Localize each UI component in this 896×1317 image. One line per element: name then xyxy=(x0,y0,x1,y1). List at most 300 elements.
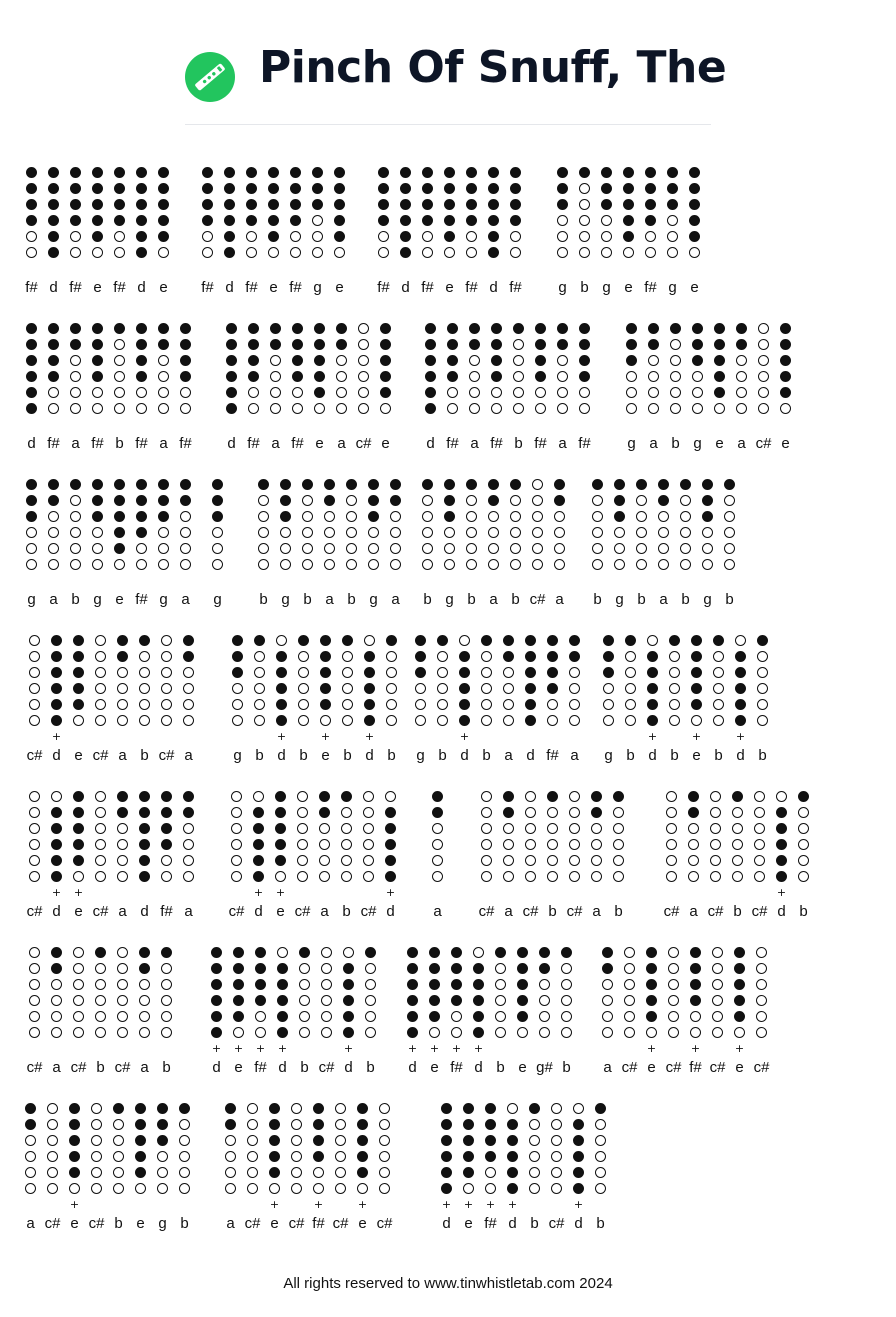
closed-hole xyxy=(280,511,291,522)
open-hole xyxy=(432,839,443,850)
note-label: d xyxy=(460,747,469,764)
open-hole xyxy=(415,715,426,726)
open-hole xyxy=(667,247,678,258)
note-label: e xyxy=(74,747,83,764)
open-hole xyxy=(341,823,352,834)
open-hole xyxy=(510,231,521,242)
open-hole xyxy=(277,947,288,958)
open-hole xyxy=(254,667,265,678)
open-hole xyxy=(532,479,543,490)
closed-hole xyxy=(324,495,335,506)
closed-hole xyxy=(702,511,713,522)
open-hole xyxy=(625,667,636,678)
open-hole xyxy=(114,339,125,350)
open-hole xyxy=(547,855,558,866)
open-hole xyxy=(225,1167,236,1178)
note-label: e xyxy=(464,1215,473,1232)
closed-hole xyxy=(202,167,213,178)
octave-plus-mark: + xyxy=(690,1042,701,1055)
open-hole xyxy=(25,1151,36,1162)
note-label: b xyxy=(115,435,124,452)
closed-hole xyxy=(313,1135,324,1146)
open-hole xyxy=(291,1167,302,1178)
octave-plus-mark: + xyxy=(473,1042,484,1055)
closed-hole xyxy=(517,947,528,958)
note-label: f# xyxy=(446,435,459,452)
octave-plus-mark: + xyxy=(51,730,62,743)
open-hole xyxy=(459,635,470,646)
open-hole xyxy=(114,387,125,398)
note-label: d xyxy=(49,279,58,296)
open-hole xyxy=(114,559,125,570)
octave-plus-mark: + xyxy=(429,1042,440,1055)
open-hole xyxy=(624,995,635,1006)
open-hole xyxy=(324,527,335,538)
closed-hole xyxy=(73,667,84,678)
closed-hole xyxy=(224,247,235,258)
closed-hole xyxy=(113,1103,124,1114)
open-hole xyxy=(592,543,603,554)
closed-hole xyxy=(48,247,59,258)
closed-hole xyxy=(645,215,656,226)
note-label: e xyxy=(781,435,790,452)
open-hole xyxy=(444,559,455,570)
note-label: b xyxy=(580,279,589,296)
note-label: a xyxy=(337,435,346,452)
open-hole xyxy=(495,979,506,990)
closed-hole xyxy=(136,183,147,194)
closed-hole xyxy=(579,355,590,366)
open-hole xyxy=(47,1167,58,1178)
open-hole xyxy=(535,387,546,398)
closed-hole xyxy=(233,995,244,1006)
open-hole xyxy=(73,1027,84,1038)
closed-hole xyxy=(336,323,347,334)
open-hole xyxy=(48,511,59,522)
open-hole xyxy=(225,1183,236,1194)
open-hole xyxy=(798,871,809,882)
closed-hole xyxy=(139,947,150,958)
closed-hole xyxy=(51,839,62,850)
open-hole xyxy=(569,855,580,866)
open-hole xyxy=(757,699,768,710)
closed-hole xyxy=(117,635,128,646)
open-hole xyxy=(481,683,492,694)
closed-hole xyxy=(136,339,147,350)
closed-hole xyxy=(312,199,323,210)
closed-hole xyxy=(70,199,81,210)
closed-hole xyxy=(776,855,787,866)
note-label: g xyxy=(693,435,702,452)
closed-hole xyxy=(646,1011,657,1022)
closed-hole xyxy=(714,355,725,366)
open-hole xyxy=(26,527,37,538)
closed-hole xyxy=(51,715,62,726)
open-hole xyxy=(592,559,603,570)
open-hole xyxy=(70,495,81,506)
closed-hole xyxy=(623,215,634,226)
open-hole xyxy=(95,667,106,678)
open-hole xyxy=(139,995,150,1006)
open-hole xyxy=(161,995,172,1006)
open-hole xyxy=(561,979,572,990)
closed-hole xyxy=(569,635,580,646)
open-hole xyxy=(386,683,397,694)
open-hole xyxy=(48,527,59,538)
closed-hole xyxy=(92,183,103,194)
closed-hole xyxy=(385,855,396,866)
open-hole xyxy=(422,247,433,258)
open-hole xyxy=(645,231,656,242)
open-hole xyxy=(368,559,379,570)
closed-hole xyxy=(485,1135,496,1146)
note-label: c# xyxy=(707,903,724,920)
note-label: b xyxy=(467,591,476,608)
open-hole xyxy=(113,1151,124,1162)
closed-hole xyxy=(525,635,536,646)
closed-hole xyxy=(757,635,768,646)
open-hole xyxy=(592,495,603,506)
open-hole xyxy=(554,527,565,538)
closed-hole xyxy=(48,495,59,506)
closed-hole xyxy=(73,807,84,818)
open-hole xyxy=(712,1027,723,1038)
closed-hole xyxy=(425,387,436,398)
closed-hole xyxy=(441,1151,452,1162)
closed-hole xyxy=(444,479,455,490)
open-hole xyxy=(667,231,678,242)
note-label: b xyxy=(714,747,723,764)
closed-hole xyxy=(646,995,657,1006)
open-hole xyxy=(557,247,568,258)
open-hole xyxy=(503,823,514,834)
closed-hole xyxy=(319,807,330,818)
note-label: d xyxy=(277,747,286,764)
note-label: e xyxy=(430,1059,439,1076)
note-label: e xyxy=(381,435,390,452)
closed-hole xyxy=(211,995,222,1006)
closed-hole xyxy=(314,339,325,350)
open-hole xyxy=(690,1027,701,1038)
open-hole xyxy=(669,699,680,710)
closed-hole xyxy=(667,199,678,210)
open-hole xyxy=(551,1167,562,1178)
open-hole xyxy=(647,635,658,646)
closed-hole xyxy=(212,495,223,506)
closed-hole xyxy=(225,1103,236,1114)
note-label: f# xyxy=(644,279,657,296)
note-label: c# xyxy=(355,435,372,452)
note-label: e xyxy=(315,435,324,452)
closed-hole xyxy=(444,231,455,242)
closed-hole xyxy=(702,479,713,490)
note-label: a xyxy=(489,591,498,608)
closed-hole xyxy=(73,823,84,834)
note-label: e xyxy=(735,1059,744,1076)
closed-hole xyxy=(343,963,354,974)
open-hole xyxy=(754,791,765,802)
open-hole xyxy=(710,855,721,866)
open-hole xyxy=(158,403,169,414)
open-hole xyxy=(569,807,580,818)
open-hole xyxy=(29,963,40,974)
closed-hole xyxy=(268,199,279,210)
open-hole xyxy=(342,715,353,726)
open-hole xyxy=(357,1183,368,1194)
closed-hole xyxy=(69,1103,80,1114)
closed-hole xyxy=(48,479,59,490)
closed-hole xyxy=(385,839,396,850)
open-hole xyxy=(710,807,721,818)
open-hole xyxy=(798,823,809,834)
closed-hole xyxy=(69,1119,80,1130)
open-hole xyxy=(481,667,492,678)
open-hole xyxy=(113,1119,124,1130)
note-label: c# xyxy=(44,1215,61,1232)
closed-hole xyxy=(670,323,681,334)
closed-hole xyxy=(233,947,244,958)
closed-hole xyxy=(645,183,656,194)
open-hole xyxy=(591,871,602,882)
closed-hole xyxy=(232,635,243,646)
open-hole xyxy=(117,699,128,710)
note-label: c# xyxy=(566,903,583,920)
open-hole xyxy=(532,495,543,506)
open-hole xyxy=(73,995,84,1006)
closed-hole xyxy=(226,387,237,398)
open-hole xyxy=(547,699,558,710)
open-hole xyxy=(535,403,546,414)
closed-hole xyxy=(488,479,499,490)
closed-hole xyxy=(253,807,264,818)
open-hole xyxy=(136,387,147,398)
closed-hole xyxy=(319,791,330,802)
open-hole xyxy=(481,715,492,726)
closed-hole xyxy=(378,167,389,178)
open-hole xyxy=(602,979,613,990)
closed-hole xyxy=(692,355,703,366)
closed-hole xyxy=(441,1183,452,1194)
open-hole xyxy=(29,667,40,678)
note-label: b xyxy=(593,591,602,608)
open-hole xyxy=(291,1119,302,1130)
open-hole xyxy=(551,1183,562,1194)
note-label: f# xyxy=(289,279,302,296)
closed-hole xyxy=(357,1119,368,1130)
open-hole xyxy=(648,403,659,414)
note-label: b xyxy=(614,903,623,920)
open-hole xyxy=(702,559,713,570)
note-label: d xyxy=(344,1059,353,1076)
closed-hole xyxy=(364,683,375,694)
open-hole xyxy=(280,543,291,554)
note-label: c# xyxy=(26,747,43,764)
note-label: a xyxy=(592,903,601,920)
closed-hole xyxy=(277,995,288,1006)
closed-hole xyxy=(444,167,455,178)
open-hole xyxy=(179,1119,190,1130)
closed-hole xyxy=(573,1183,584,1194)
closed-hole xyxy=(73,683,84,694)
open-hole xyxy=(447,403,458,414)
note-label: b xyxy=(626,747,635,764)
open-hole xyxy=(321,995,332,1006)
closed-hole xyxy=(73,651,84,662)
closed-hole xyxy=(334,199,345,210)
closed-hole xyxy=(503,635,514,646)
closed-hole xyxy=(268,231,279,242)
closed-hole xyxy=(647,715,658,726)
closed-hole xyxy=(734,995,745,1006)
open-hole xyxy=(363,823,374,834)
closed-hole xyxy=(714,387,725,398)
open-hole xyxy=(614,543,625,554)
note-label: e xyxy=(518,1059,527,1076)
closed-hole xyxy=(592,479,603,490)
open-hole xyxy=(691,715,702,726)
closed-hole xyxy=(776,807,787,818)
open-hole xyxy=(335,1167,346,1178)
open-hole xyxy=(258,511,269,522)
open-hole xyxy=(688,855,699,866)
closed-hole xyxy=(380,371,391,382)
open-hole xyxy=(481,839,492,850)
closed-hole xyxy=(51,635,62,646)
closed-hole xyxy=(211,963,222,974)
open-hole xyxy=(525,855,536,866)
closed-hole xyxy=(275,791,286,802)
open-hole xyxy=(363,807,374,818)
closed-hole xyxy=(211,979,222,990)
closed-hole xyxy=(378,199,389,210)
open-hole xyxy=(299,979,310,990)
open-hole xyxy=(70,559,81,570)
open-hole xyxy=(117,1027,128,1038)
open-hole xyxy=(444,247,455,258)
closed-hole xyxy=(161,791,172,802)
open-hole xyxy=(358,323,369,334)
open-hole xyxy=(225,1135,236,1146)
closed-hole xyxy=(48,371,59,382)
open-hole xyxy=(736,371,747,382)
open-hole xyxy=(732,871,743,882)
closed-hole xyxy=(425,371,436,382)
closed-hole xyxy=(626,339,637,350)
note-label: b xyxy=(303,591,312,608)
open-hole xyxy=(692,387,703,398)
closed-hole xyxy=(161,947,172,958)
note-label: a xyxy=(603,1059,612,1076)
open-hole xyxy=(136,543,147,554)
closed-hole xyxy=(507,1119,518,1130)
closed-hole xyxy=(688,807,699,818)
note-label: f# xyxy=(47,435,60,452)
closed-hole xyxy=(429,979,440,990)
open-hole xyxy=(117,995,128,1006)
closed-hole xyxy=(114,323,125,334)
note-label: a xyxy=(555,591,564,608)
open-hole xyxy=(603,715,614,726)
note-label: g xyxy=(281,591,290,608)
closed-hole xyxy=(255,963,266,974)
open-hole xyxy=(646,1027,657,1038)
note-label: c# xyxy=(332,1215,349,1232)
open-hole xyxy=(258,495,269,506)
closed-hole xyxy=(368,495,379,506)
open-hole xyxy=(336,403,347,414)
open-hole xyxy=(253,791,264,802)
closed-hole xyxy=(463,1135,474,1146)
open-hole xyxy=(341,839,352,850)
closed-hole xyxy=(491,323,502,334)
open-hole xyxy=(670,339,681,350)
open-hole xyxy=(754,871,765,882)
open-hole xyxy=(613,855,624,866)
open-hole xyxy=(573,1103,584,1114)
open-hole xyxy=(379,1183,390,1194)
open-hole xyxy=(756,1027,767,1038)
closed-hole xyxy=(539,963,550,974)
open-hole xyxy=(602,1011,613,1022)
closed-hole xyxy=(447,339,458,350)
open-hole xyxy=(569,823,580,834)
note-label: b xyxy=(514,435,523,452)
closed-hole xyxy=(117,807,128,818)
closed-hole xyxy=(292,323,303,334)
open-hole xyxy=(363,839,374,850)
open-hole xyxy=(117,947,128,958)
open-hole xyxy=(648,387,659,398)
note-label: b xyxy=(255,747,264,764)
open-hole xyxy=(117,715,128,726)
closed-hole xyxy=(202,215,213,226)
note-label: g xyxy=(159,591,168,608)
closed-hole xyxy=(469,339,480,350)
open-hole xyxy=(365,963,376,974)
open-hole xyxy=(466,511,477,522)
open-hole xyxy=(386,651,397,662)
closed-hole xyxy=(525,715,536,726)
closed-hole xyxy=(280,495,291,506)
open-hole xyxy=(666,791,677,802)
octave-plus-mark: + xyxy=(233,1042,244,1055)
closed-hole xyxy=(407,963,418,974)
closed-hole xyxy=(466,479,477,490)
closed-hole xyxy=(324,479,335,490)
open-hole xyxy=(51,979,62,990)
open-hole xyxy=(624,963,635,974)
note-label: d xyxy=(137,279,146,296)
open-hole xyxy=(290,247,301,258)
open-hole xyxy=(491,403,502,414)
closed-hole xyxy=(713,635,724,646)
open-hole xyxy=(736,403,747,414)
open-hole xyxy=(139,699,150,710)
note-label: f# xyxy=(484,1215,497,1232)
open-hole xyxy=(26,559,37,570)
open-hole xyxy=(481,823,492,834)
closed-hole xyxy=(429,1011,440,1022)
closed-hole xyxy=(51,651,62,662)
closed-hole xyxy=(547,791,558,802)
closed-hole xyxy=(136,231,147,242)
closed-hole xyxy=(547,651,558,662)
open-hole xyxy=(321,947,332,958)
open-hole xyxy=(95,807,106,818)
open-hole xyxy=(247,1151,258,1162)
closed-hole xyxy=(139,791,150,802)
closed-hole xyxy=(463,1103,474,1114)
